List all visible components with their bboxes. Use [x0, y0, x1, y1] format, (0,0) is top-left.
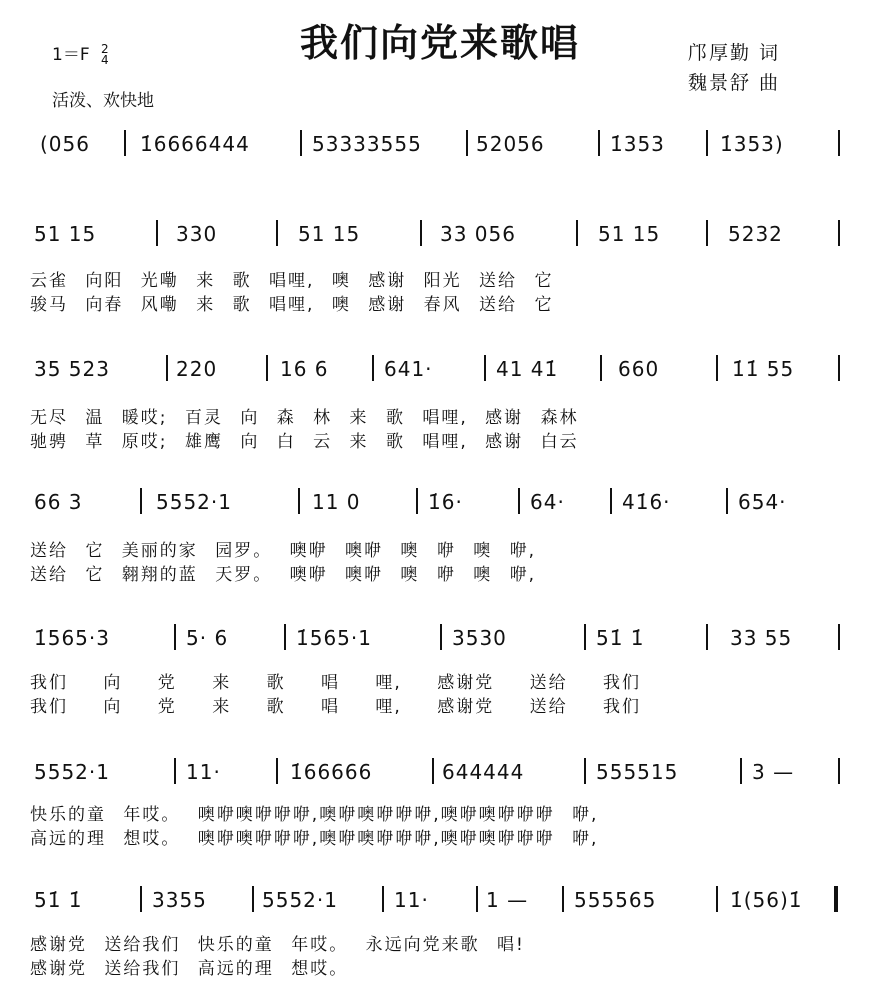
barline — [716, 886, 718, 912]
measure: 33 056 — [440, 222, 516, 246]
lyrics-verse-2: 骏马 向春 风嘞 来 歌 唱哩, 噢 感谢 春风 送给 它 — [30, 295, 554, 315]
barline — [174, 624, 176, 650]
tempo-marking: 活泼、欢快地 — [52, 91, 154, 111]
barline — [600, 355, 602, 381]
lyrics-verse-2: 送给 它 翱翔的蓝 天罗。 噢咿 噢咿 噢 咿 噢 咿, — [30, 565, 537, 585]
barline — [432, 758, 434, 784]
barline — [298, 488, 300, 514]
barline — [838, 220, 840, 246]
measure: 11· — [394, 888, 429, 912]
measure: 51 15 — [598, 222, 661, 246]
lyrics-verse-1: 感谢党 送给我们 快乐的童 年哎。 永远向党来歌 唱! — [30, 935, 525, 955]
measure: 220 — [176, 357, 218, 381]
barline — [706, 220, 708, 246]
measure: 5232 — [728, 222, 783, 246]
measure: 1̇(56)1̇ — [730, 888, 803, 912]
measure: 3530 — [452, 626, 507, 650]
barline — [266, 355, 268, 381]
song-title: 我们向党来歌唱 — [299, 21, 580, 65]
barline — [706, 624, 708, 650]
measure: 1̇6· — [428, 490, 463, 514]
measure: 555565 — [574, 888, 657, 912]
barline — [284, 624, 286, 650]
measure: 53333555 — [312, 132, 422, 156]
measure: 51 15 — [298, 222, 361, 246]
measure: 66 3 — [34, 490, 83, 514]
barline — [440, 624, 442, 650]
measure: 64· — [530, 490, 565, 514]
measure: 11 0 — [312, 490, 361, 514]
lyrics-verse-1: 送给 它 美丽的家 园罗。 噢咿 噢咿 噢 咿 噢 咿, — [30, 541, 537, 561]
barline — [420, 220, 422, 246]
barline — [706, 130, 708, 156]
measure: 1̇353) — [720, 132, 784, 156]
measure: 1̇6666444 — [140, 132, 250, 156]
time-signature: 2 4 — [101, 42, 109, 67]
barline — [484, 355, 486, 381]
barline — [584, 624, 586, 650]
barline — [584, 758, 586, 784]
measure: 51̇ 1̇ — [596, 626, 645, 650]
barline — [610, 488, 612, 514]
barline — [838, 130, 840, 156]
lyrics-verse-2: 我们 向 党 来 歌 唱 哩, 感谢党 送给 我们 — [30, 697, 642, 717]
lyrics-verse-2: 感谢党 送给我们 高远的理 想哎。 — [30, 959, 349, 979]
measure: 52056 — [476, 132, 545, 156]
measure: 1̇66666 — [290, 760, 373, 784]
measure: 16 6 — [280, 357, 329, 381]
barline — [252, 886, 254, 912]
barline — [300, 130, 302, 156]
lyrics-verse-1: 快乐的童 年哎。 噢咿噢咿咿咿,噢咿噢咿咿咿,噢咿噢咿咿咿 咿, — [30, 805, 599, 825]
barline — [140, 488, 142, 514]
barline — [382, 886, 384, 912]
lyrics-verse-1: 我们 向 党 来 歌 唱 哩, 感谢党 送给 我们 — [30, 673, 642, 693]
barline — [740, 758, 742, 784]
barline — [716, 355, 718, 381]
measure: 654· — [738, 490, 787, 514]
repeat-barline — [124, 130, 126, 156]
measure: 660 — [618, 357, 660, 381]
key-label: 1＝F — [52, 45, 90, 65]
measure: 641· — [384, 357, 433, 381]
measure: 1̇1̇ 55 — [732, 357, 795, 381]
barline — [372, 355, 374, 381]
lyrics-verse-2: 驰骋 草 原哎; 雄鹰 向 白 云 来 歌 唱哩, 感谢 白云 — [30, 432, 579, 452]
measure: 1̇565·3 — [34, 626, 110, 650]
measure: (056 — [40, 132, 90, 156]
measure: 3 — — [752, 760, 795, 784]
barline — [416, 488, 418, 514]
measure: 51̇ 1̇ — [34, 888, 83, 912]
measure: 1̇353 — [610, 132, 665, 156]
measure: 51 15 — [34, 222, 97, 246]
lyrics-verse-1: 无尽 温 暖哎; 百灵 向 森 林 来 歌 唱哩, 感谢 森林 — [30, 408, 579, 428]
measure: 5552·1 — [34, 760, 110, 784]
barline — [576, 220, 578, 246]
lyrics-verse-2: 高远的理 想哎。 噢咿噢咿咿咿,噢咿噢咿咿咿,噢咿噢咿咿咿 咿, — [30, 829, 599, 849]
lyrics-verse-1: 云雀 向阳 光嘞 来 歌 唱哩, 噢 感谢 阳光 送给 它 — [30, 271, 554, 291]
measure: 33 55 — [730, 626, 793, 650]
repeat-end-barline — [562, 886, 564, 912]
measure: 5· 6 — [186, 626, 229, 650]
measure: 555515 — [596, 760, 679, 784]
barline — [838, 624, 840, 650]
barline — [598, 130, 600, 156]
barline — [276, 758, 278, 784]
final-barline — [834, 886, 838, 912]
barline — [838, 355, 840, 381]
measure: 1̇565·1 — [296, 626, 372, 650]
barline — [174, 758, 176, 784]
measure: 11· — [186, 760, 221, 784]
barline — [166, 355, 168, 381]
barline — [838, 758, 840, 784]
measure: 5552·1 — [156, 490, 232, 514]
barline — [476, 886, 478, 912]
measure: 1 — — [486, 888, 529, 912]
composer-credit: 魏景舒 曲 — [688, 72, 781, 94]
barline — [726, 488, 728, 514]
lyricist-credit: 邝厚勤 词 — [688, 42, 781, 64]
measure: 3355 — [152, 888, 207, 912]
barline — [140, 886, 142, 912]
barline — [156, 220, 158, 246]
barline — [518, 488, 520, 514]
measure: 330 — [176, 222, 218, 246]
measure: 41̇6· — [622, 490, 671, 514]
measure: 35 523 — [34, 357, 110, 381]
barline — [276, 220, 278, 246]
measure: 5552·1 — [262, 888, 338, 912]
measure: 644444 — [442, 760, 525, 784]
measure: 41 41̇ — [496, 357, 559, 381]
key-signature — [52, 40, 109, 66]
barline — [466, 130, 468, 156]
